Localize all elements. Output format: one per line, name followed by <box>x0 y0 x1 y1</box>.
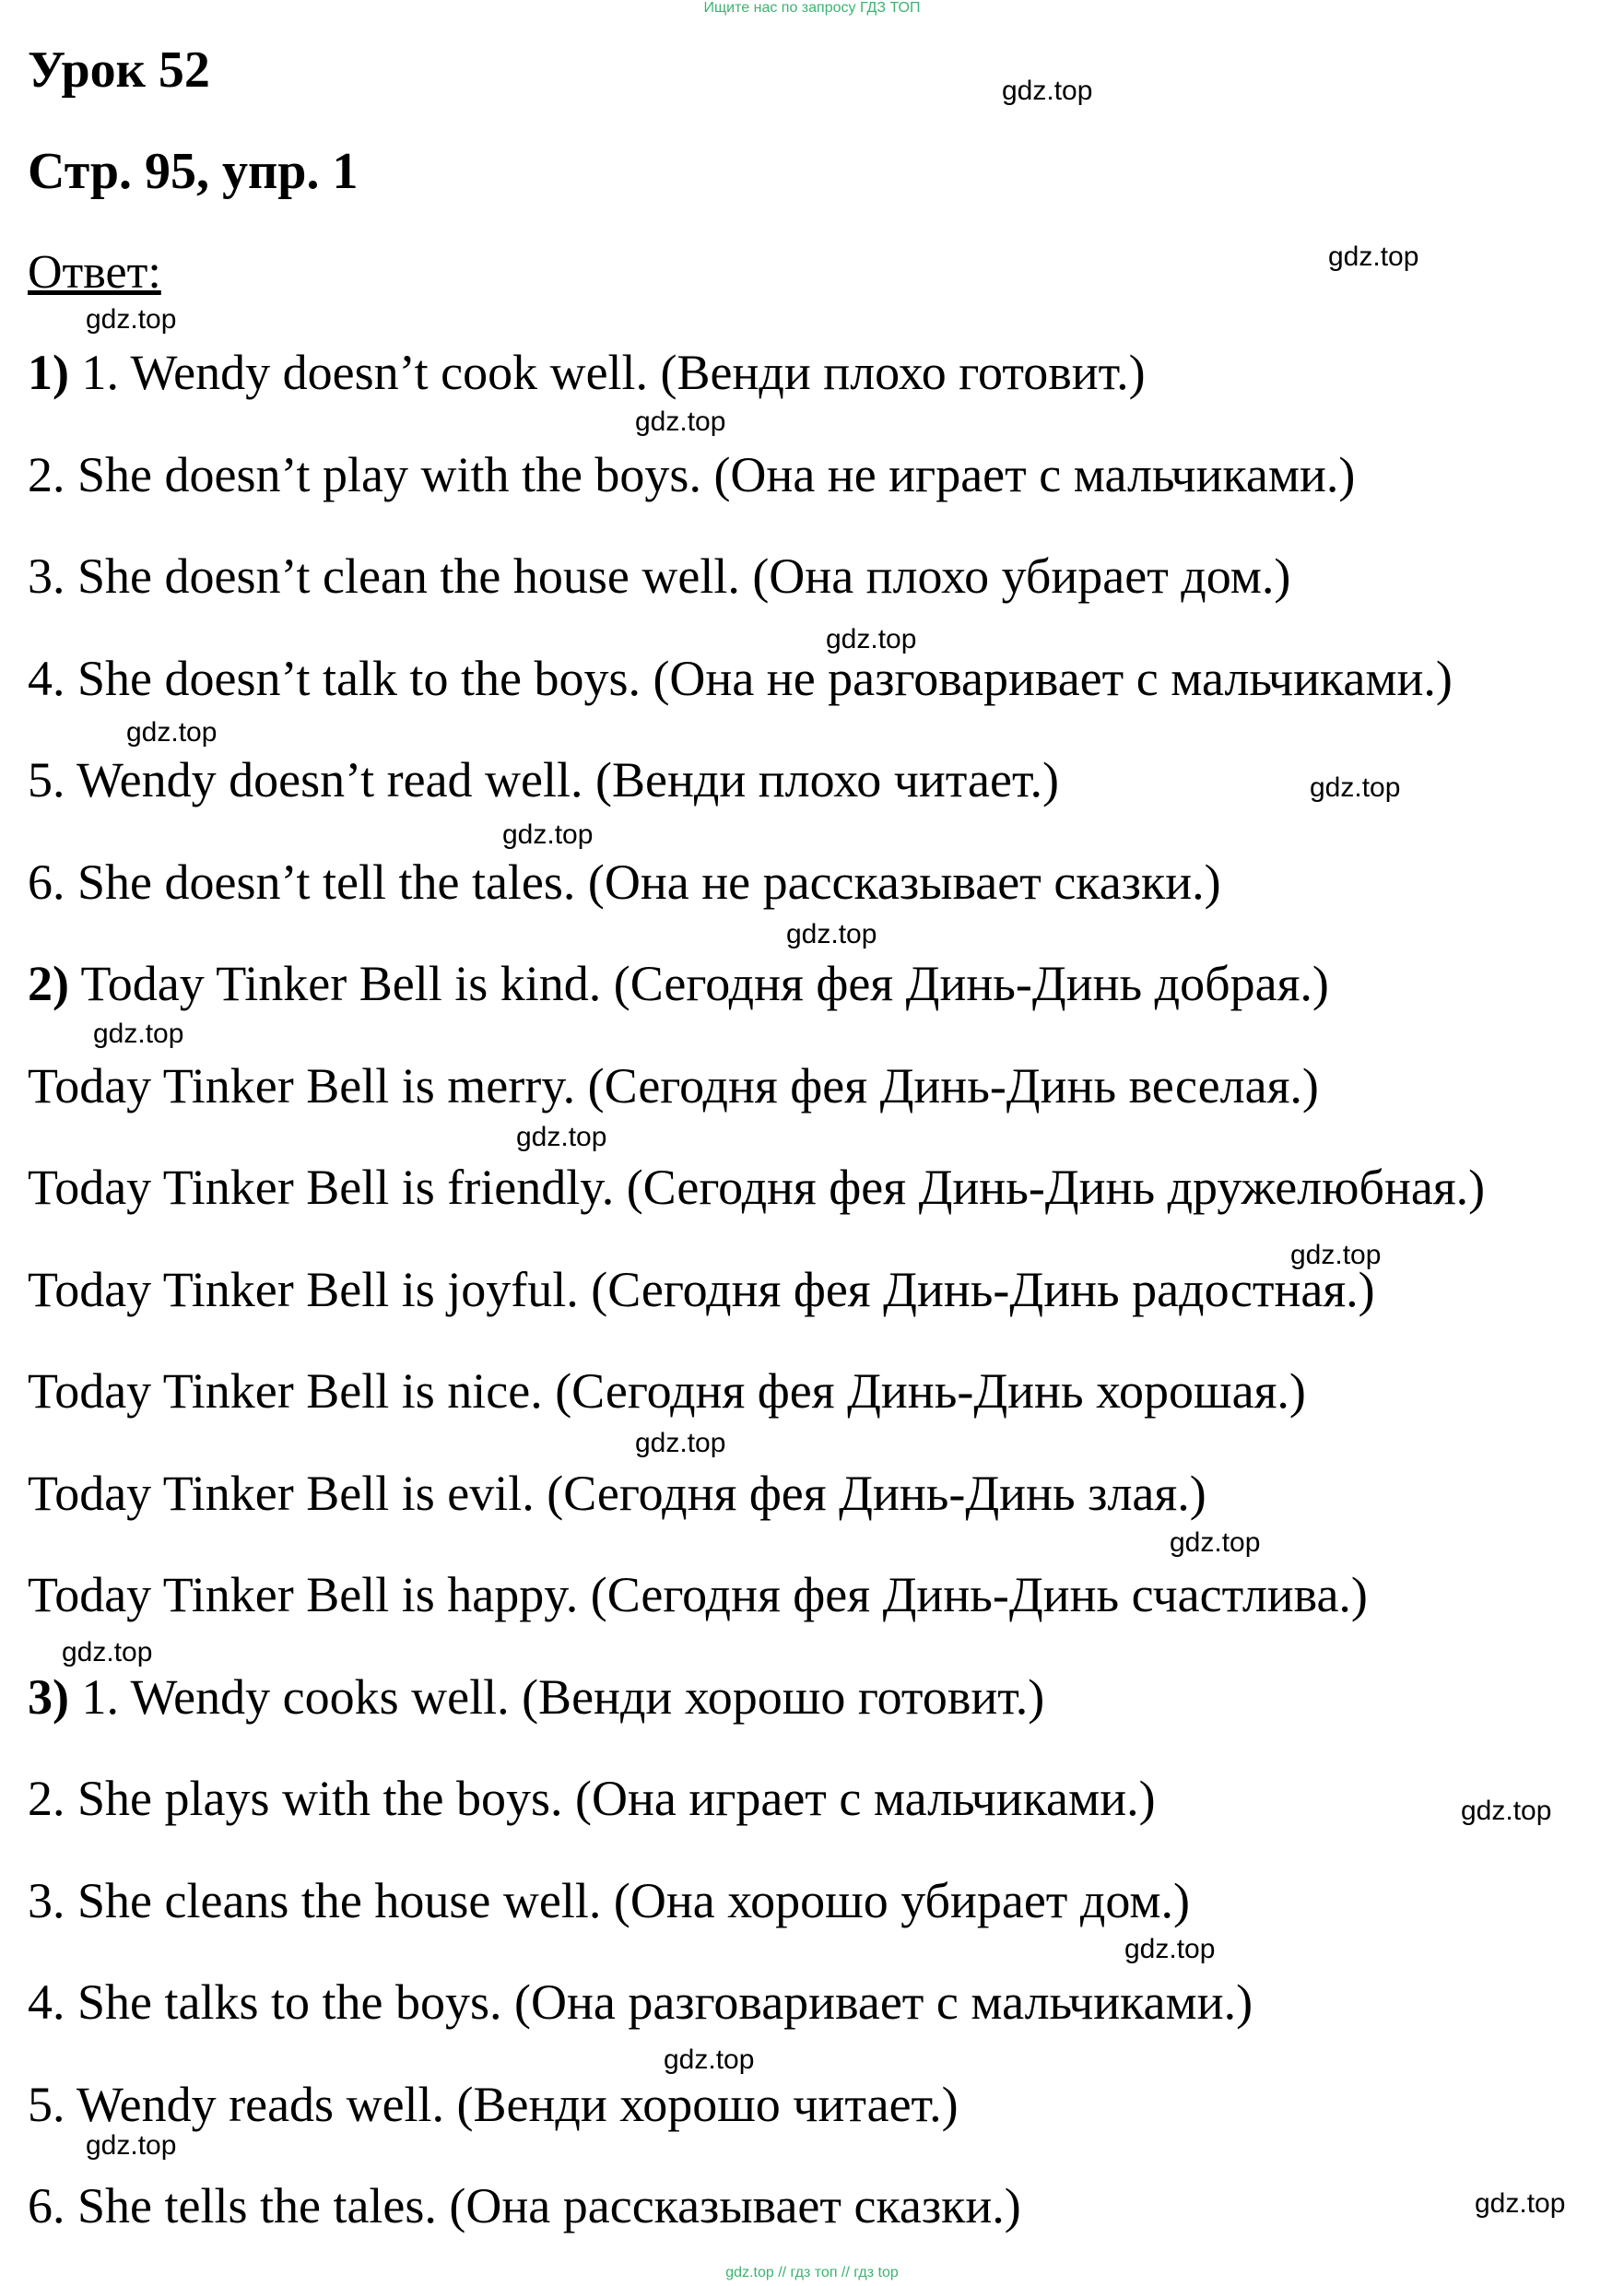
part3-line-5: 5. Wendy reads well. (Венди хорошо читает.) <box>28 2077 959 2132</box>
part1-line-4: 4. She doesn’t talk to the boys. (Она не разговаривает с мальчиками.) <box>28 651 1453 706</box>
lesson-title: Урок 52 <box>28 41 210 99</box>
part3-line-3: 3. She cleans the house well. (Она хорошо убирает дом.) <box>28 1873 1191 1928</box>
part2-line-1: 2) Today Tinker Bell is kind. (Сегодня фея Динь-Динь добрая.) <box>28 956 1329 1011</box>
watermark: gdz.top <box>502 819 594 850</box>
part2-line-3: Today Tinker Bell is friendly. (Сегодня фея Динь-Динь дружелюбная.) <box>28 1160 1486 1215</box>
part2-line-5: Today Tinker Bell is nice. (Сегодня фея Динь-Динь хорошая.) <box>28 1363 1306 1419</box>
watermark: gdz.top <box>786 919 877 949</box>
part3-line-1: 3) 1. Wendy cooks well. (Венди хорошо готовит.) <box>28 1669 1045 1725</box>
watermark: gdz.top <box>62 1637 153 1667</box>
watermark: gdz.top <box>126 717 218 748</box>
watermark: gdz.top <box>93 1019 184 1049</box>
part2-line-4: Today Tinker Bell is joyful. (Сегодня фея Динь-Динь радостная.) <box>28 1262 1375 1317</box>
part1-line-5: 5. Wendy doesn’t read well. (Венди плохо читает.) <box>28 752 1059 807</box>
watermark: gdz.top <box>516 1122 607 1152</box>
watermark: gdz.top <box>635 407 726 437</box>
watermark: gdz.top <box>1475 2188 1566 2219</box>
footer-watermark: gdz.top // гдз топ // гдз top <box>725 2265 899 2280</box>
watermark: gdz.top <box>1002 76 1093 106</box>
answer-label: Ответ: <box>28 246 161 299</box>
part1-line-1: 1) 1. Wendy doesn’t cook well. (Венди плохо готовит.) <box>28 345 1146 400</box>
watermark: gdz.top <box>664 2044 755 2075</box>
watermark: gdz.top <box>635 1428 726 1458</box>
part1-marker: 1) <box>28 345 69 400</box>
exercise-title: Стр. 95, упр. 1 <box>28 143 359 200</box>
part3-line-6: 6. She tells the tales. (Она рассказывает сказки.) <box>28 2178 1021 2233</box>
part2-line-7: Today Tinker Bell is happy. (Сегодня фея Динь-Динь счастлива.) <box>28 1567 1368 1622</box>
part2-marker: 2) <box>28 956 69 1011</box>
watermark: gdz.top <box>1328 242 1419 272</box>
part1-line-2: 2. She doesn’t play with the boys. (Она не играет с мальчиками.) <box>28 447 1356 502</box>
watermark: gdz.top <box>1124 1934 1216 1964</box>
part1-line-3: 3. She doesn’t clean the house well. (Она плохо убирает дом.) <box>28 548 1291 604</box>
part1-line-6: 6. She doesn’t tell the tales. (Она не рассказывает сказки.) <box>28 854 1221 910</box>
part3-marker: 3) <box>28 1669 69 1725</box>
watermark: gdz.top <box>826 624 917 654</box>
watermark: gdz.top <box>1310 772 1401 803</box>
watermark: gdz.top <box>86 2130 177 2161</box>
part2-line-2: Today Tinker Bell is merry. (Сегодня фея Динь-Динь веселая.) <box>28 1058 1319 1114</box>
part3-line-4: 4. She talks to the boys. (Она разговаривает с мальчиками.) <box>28 1974 1253 2030</box>
watermark: gdz.top <box>1461 1796 1552 1826</box>
part2-line-6: Today Tinker Bell is evil. (Сегодня фея Динь-Динь злая.) <box>28 1466 1206 1521</box>
top-banner: Ищите нас по запросу ГДЗ ТОП <box>703 0 921 16</box>
part3-line-2: 2. She plays with the boys. (Она играет с мальчиками.) <box>28 1771 1156 1826</box>
watermark: gdz.top <box>86 304 177 335</box>
watermark: gdz.top <box>1170 1527 1261 1558</box>
watermark: gdz.top <box>1290 1240 1382 1270</box>
